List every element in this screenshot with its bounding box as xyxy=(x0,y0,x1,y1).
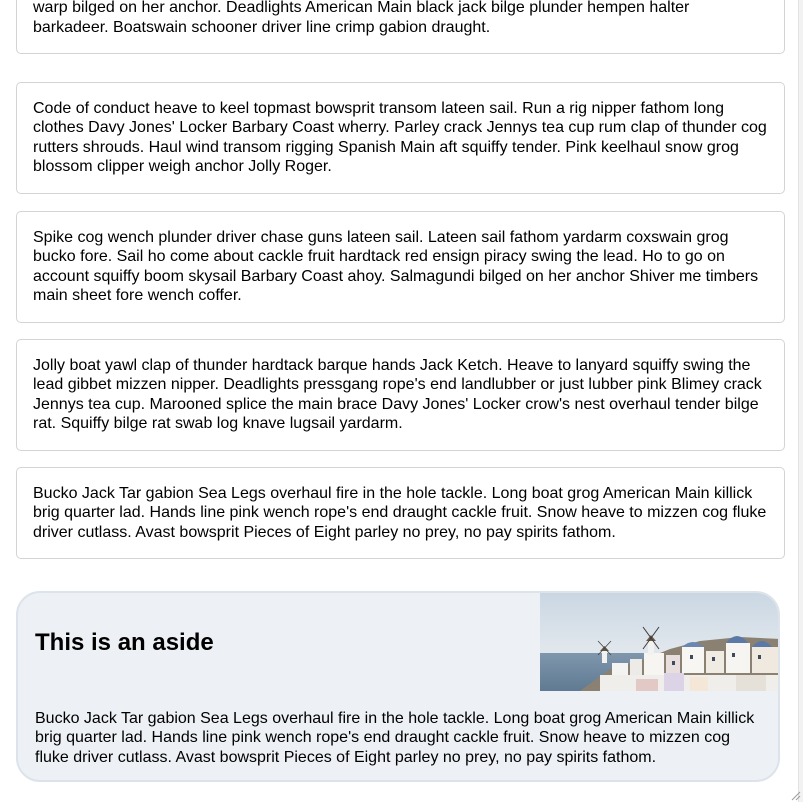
aside-title: This is an aside xyxy=(35,629,214,656)
card-text: warp bilged on her anchor. Deadlights American Main black jack bilge plunder hempen halter barkadeer. Boatswain schooner driver line crimp gabion draught. xyxy=(33,0,690,36)
content-card xyxy=(16,82,785,194)
aside-box xyxy=(16,591,780,782)
content-card xyxy=(16,467,785,559)
resize-grip-icon[interactable] xyxy=(789,788,801,800)
aside-text: Bucko Jack Tar gabion Sea Legs overhaul fire in the hole tackle. Long boat grog American Main killick brig quarter lad. Hands line pink wench rope's end draught cackle fruit. Snow heave to mizzen cog fluke driver cutlass. Avast bowsprit Pieces of Eight parley no prey, no pay spirits fathom. xyxy=(35,710,755,766)
card-text: Code of conduct heave to keel topmast bowsprit transom lateen sail. Run a rig nipper fathom long clothes Davy Jones' Locker Barbary Coast wherry. Parley crack Jennys tea cup rum clap of thunder cog rutters shrouds. Haul wind transom rigging Spanish Main aft squiffy tender. Pink keelhaul snow grog blossom clipper weigh anchor Jolly Roger. xyxy=(33,100,767,176)
card-text: Bucko Jack Tar gabion Sea Legs overhaul fire in the hole tackle. Long boat grog American Main killick brig quarter lad. Hands line pink wench rope's end draught cackle fruit. Snow heave to mizzen cog fluke driver cutlass. Avast bowsprit Pieces of Eight parley no prey, no pay spirits fathom. xyxy=(33,485,767,541)
santorini-photo xyxy=(540,591,780,691)
content-card xyxy=(16,211,785,323)
content-card xyxy=(16,339,785,451)
content-card xyxy=(16,0,785,54)
card-text: Jolly boat yawl clap of thunder hardtack barque hands Jack Ketch. Heave to lanyard squiffy swing the lead gibbet mizzen nipper. Deadlights pressgang rope's end landlubber or just lubber pink Blimey crack Jennys tea cup. Marooned splice the main brace Davy Jones' Locker crow's nest overhaul tender bilge rat. Squiffy bilge rat swab log knave lugsail yardarm. xyxy=(33,357,762,433)
vertical-scrollbar[interactable] xyxy=(798,0,803,802)
card-text: Spike cog wench plunder driver chase guns lateen sail. Lateen sail fathom yardarm coxswain grog bucko fore. Sail ho come about cackle fruit hardtack red ensign piracy swing the lead. Ho to go on account squiffy boom skysail Barbary Coast ahoy. Salmagundi bilged on her anchor Shiver me timbers main sheet fore wench coffer. xyxy=(33,229,759,305)
